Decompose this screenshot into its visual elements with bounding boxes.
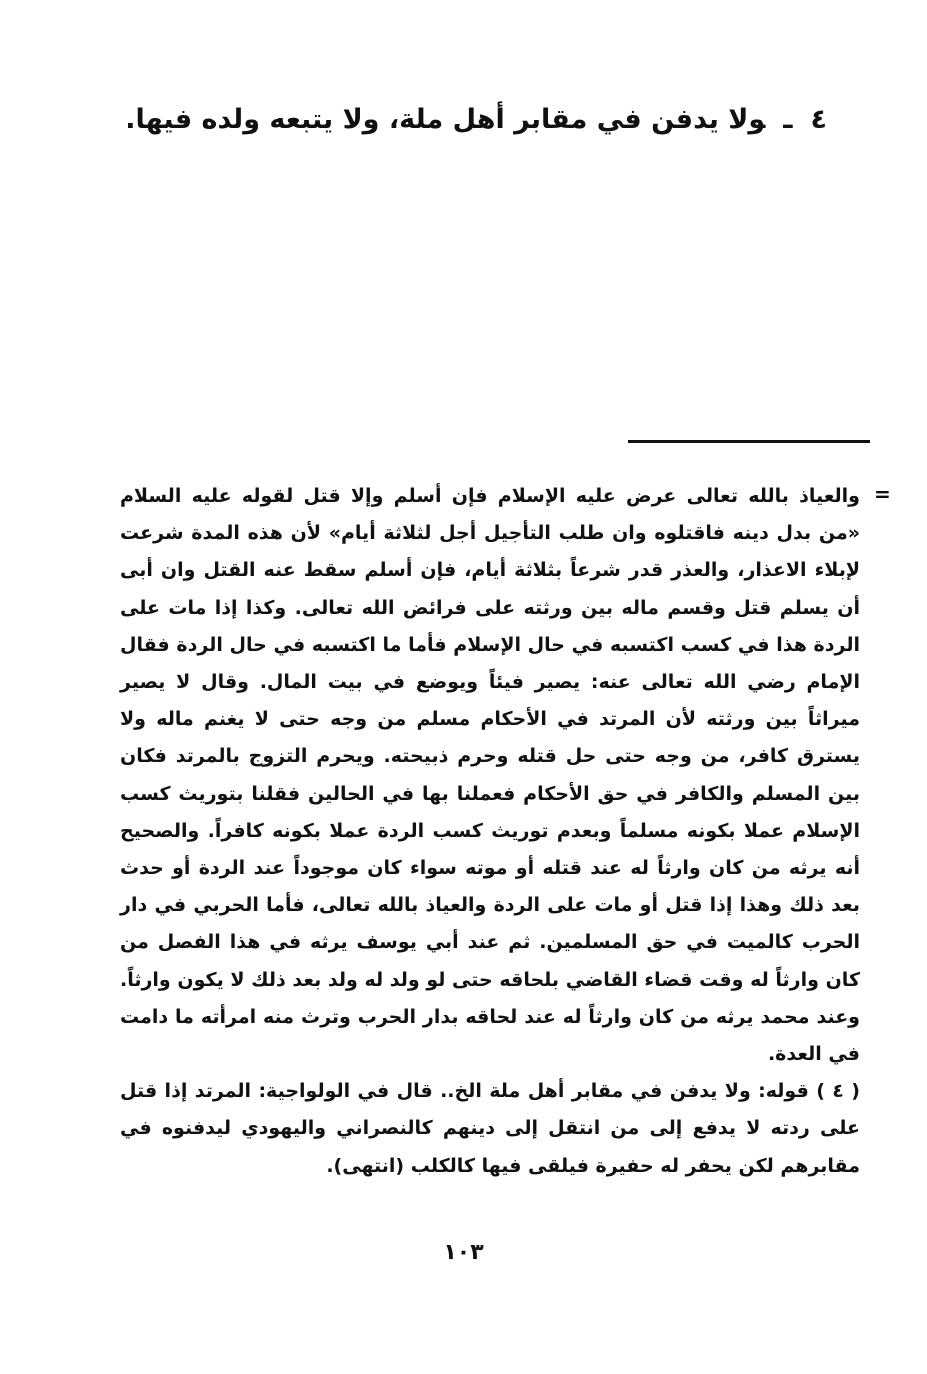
item-dash: ـ [783,104,793,135]
footnote-4-keyword: قوله: [758,1080,809,1103]
footnote-4 [120,1073,860,1185]
page-number: ١٠٣ [443,1240,484,1265]
main-text: ولا يدفن في مقابر أهل ملة، ولا يتبعه ولده فيها. [125,104,766,135]
continuation-mark: = [874,482,891,506]
footnote-paragraph-continued: والعياذ بالله تعالى عرض عليه الإسلام فإن أسلم وإلا قتل لقوله عليه السلام «من بدل دينه فاقتلوه وان طلب التأجيل أجل لثلاثة أيام» لأن هذه المدة شرعت لإبلاء الاعذار، والعذر قدر شرعاً بثلاثة أيام، فإن أسلم سقط عنه القتل وان أبى أن يسلم قتل وقسم ماله بين ورثته على فرائض الله تعالى. وكذا إذا مات على الردة هذا في كسب اكتسبه في حال الإسلام فأما ما اكتسبه في حال الردة فقال الإمام رضي الله تعالى عنه: يصير فيئاً ويوضع في بيت المال. وقال لا يصير ميراثاً بين ورثته لأن المرتد في الأحكام مسلم من وجه حتى لا يغنم ماله ولا يسترق كافر، من وجه حتى حل قتله وحرم ذبيحته. ويحرم التزوج بالمرتد فكان بين المسلم والكافر في حق الأحكام فعملنا بها في الحالين فقلنا بتوريث كسب الإسلام عملا بكونه مسلماً وبعدم توريث كسب الردة عملا بكونه كافراً. والصحيح أنه يرثه من كان وارثاً له عند قتله أو موته سواء كان موجوداً عند الردة أو حدث بعد ذلك وهذا إذا قتل أو مات على الردة والعياذ بالله تعالى، فأما الحربي في دار الحرب كالميت في حق المسلمين. ثم عند أبي يوسف يرثه في هذا الفصل من كان وارثاً له وقت قضاء القاضي بلحاقه حتى لو ولد له ولد بعد ذلك لا يكون وارثاً. وعند محمد يرثه من كان وارثاً له عند لحاقه بدار الحرب وترث منه امرأته ما دامت في العدة. [120,485,860,1066]
footnotes-block [120,478,860,1185]
main-text-line [127,100,827,140]
footnote-4-text: ولا يدفن في مقابر أهل ملة الخ.. قال في الولواجية: المرتد إذا قتل على ردته لا يدفع إلى من انتقل إلى دينهم كالنصراني واليهودي ليدفنوه في مقابرهم لكن يحفر له حفيرة فيلقى فيها كالكلب (انتهى). [120,1080,860,1177]
item-number: ٤ [810,104,827,135]
footnote-4-label: ( ٤ ) [816,1080,860,1103]
footnote-divider [628,440,870,443]
